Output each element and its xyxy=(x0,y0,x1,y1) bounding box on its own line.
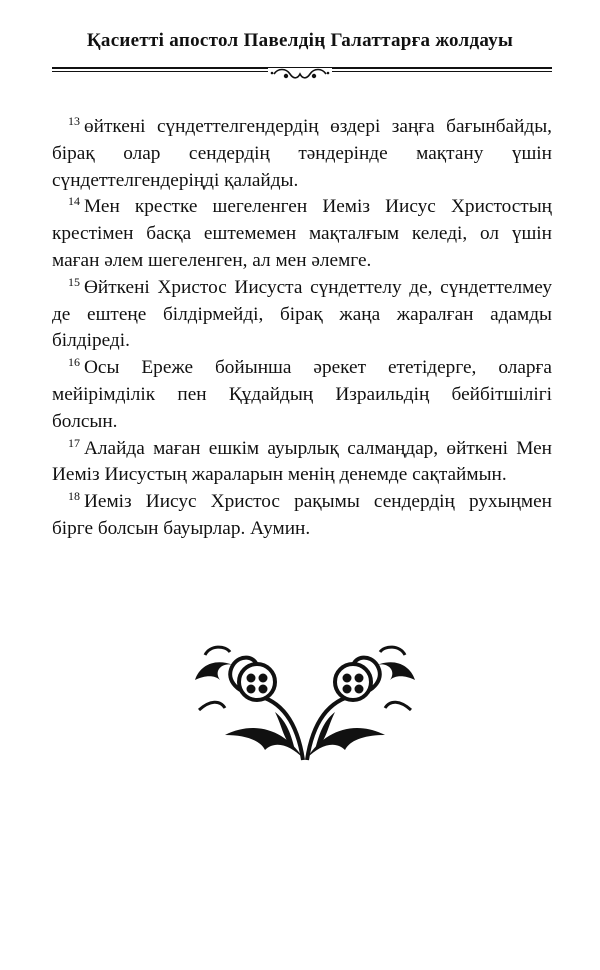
verse-line xyxy=(52,436,552,463)
verse-line xyxy=(52,382,552,409)
verse-number: 17 xyxy=(68,435,80,450)
verse-line xyxy=(52,248,552,275)
verse-number: 14 xyxy=(68,194,80,209)
verse-text: бірге болсын бауырлар. Аумин. xyxy=(52,517,311,539)
verse-text: өйткені сүндеттелгендердің өздері заңға бағынбайды, xyxy=(84,116,552,137)
verse-text: мейірімділік пен Құдайдың Израильдің бейбітшілігі xyxy=(52,383,552,405)
verse-line xyxy=(52,516,552,543)
verse-line xyxy=(52,328,552,355)
verse-text: Өйткені Христос Иисуста сүндеттелу де, сүндеттелмеу xyxy=(84,276,552,298)
verse-13 xyxy=(52,114,552,194)
verse-text: сүндеттелгендеріңді қалайды. xyxy=(52,169,299,191)
verse-text: болсын. xyxy=(52,410,118,432)
verse-number: 18 xyxy=(68,489,80,504)
verse-line xyxy=(52,221,552,248)
verse-line xyxy=(52,302,552,329)
verse-16 xyxy=(52,355,552,435)
verse-text: Иеміз Иисус Христос рақымы сендердің рухыңмен xyxy=(84,491,552,513)
verse-number: 15 xyxy=(68,274,80,289)
header-ornament-icon xyxy=(268,68,332,82)
verse-line xyxy=(52,141,552,168)
verse-text: де ештеңе білдірмейді, бірақ жаңа жаралған адамды xyxy=(52,303,552,325)
verse-number: 16 xyxy=(68,355,80,370)
verse-text: Алайда маған ешкім ауырлық салмаңдар, өйткені Мен xyxy=(84,437,552,459)
verse-text: Иеміз Иисустың жараларын менің денемде сақтаймын. xyxy=(52,464,507,486)
floral-ornament-icon xyxy=(185,640,425,765)
verse-17 xyxy=(52,436,552,490)
verse-line xyxy=(52,168,552,195)
page-header-title: Қасиетті апостол Павелдің Галаттарға жолдауы xyxy=(86,30,514,51)
verse-text: Осы Ереже бойынша әрекет ететідерге, оларға xyxy=(84,357,552,379)
verse-text: бірақ олар сендердің тәндерінде мақтану үшін xyxy=(52,142,552,164)
verse-text: білдіреді. xyxy=(52,330,130,352)
verse-18 xyxy=(52,489,552,543)
verse-text: Мен крестке шегеленген Иеміз Иисус Христостың xyxy=(84,196,552,218)
verse-line xyxy=(52,462,552,489)
verse-line xyxy=(52,355,552,382)
verse-line xyxy=(52,409,552,436)
verse-15 xyxy=(52,275,552,355)
verse-line xyxy=(52,275,552,302)
verse-line xyxy=(52,194,552,221)
scripture-text xyxy=(52,114,552,543)
verse-14 xyxy=(52,194,552,274)
verse-line xyxy=(52,114,552,141)
verse-text: маған әлем шегеленген, ал мен әлемге. xyxy=(52,249,372,271)
verse-text: крестімен басқа ештемемен мақталғым келеді, ол үшін xyxy=(52,223,552,245)
verse-line xyxy=(52,489,552,516)
verse-number: 13 xyxy=(68,114,80,128)
